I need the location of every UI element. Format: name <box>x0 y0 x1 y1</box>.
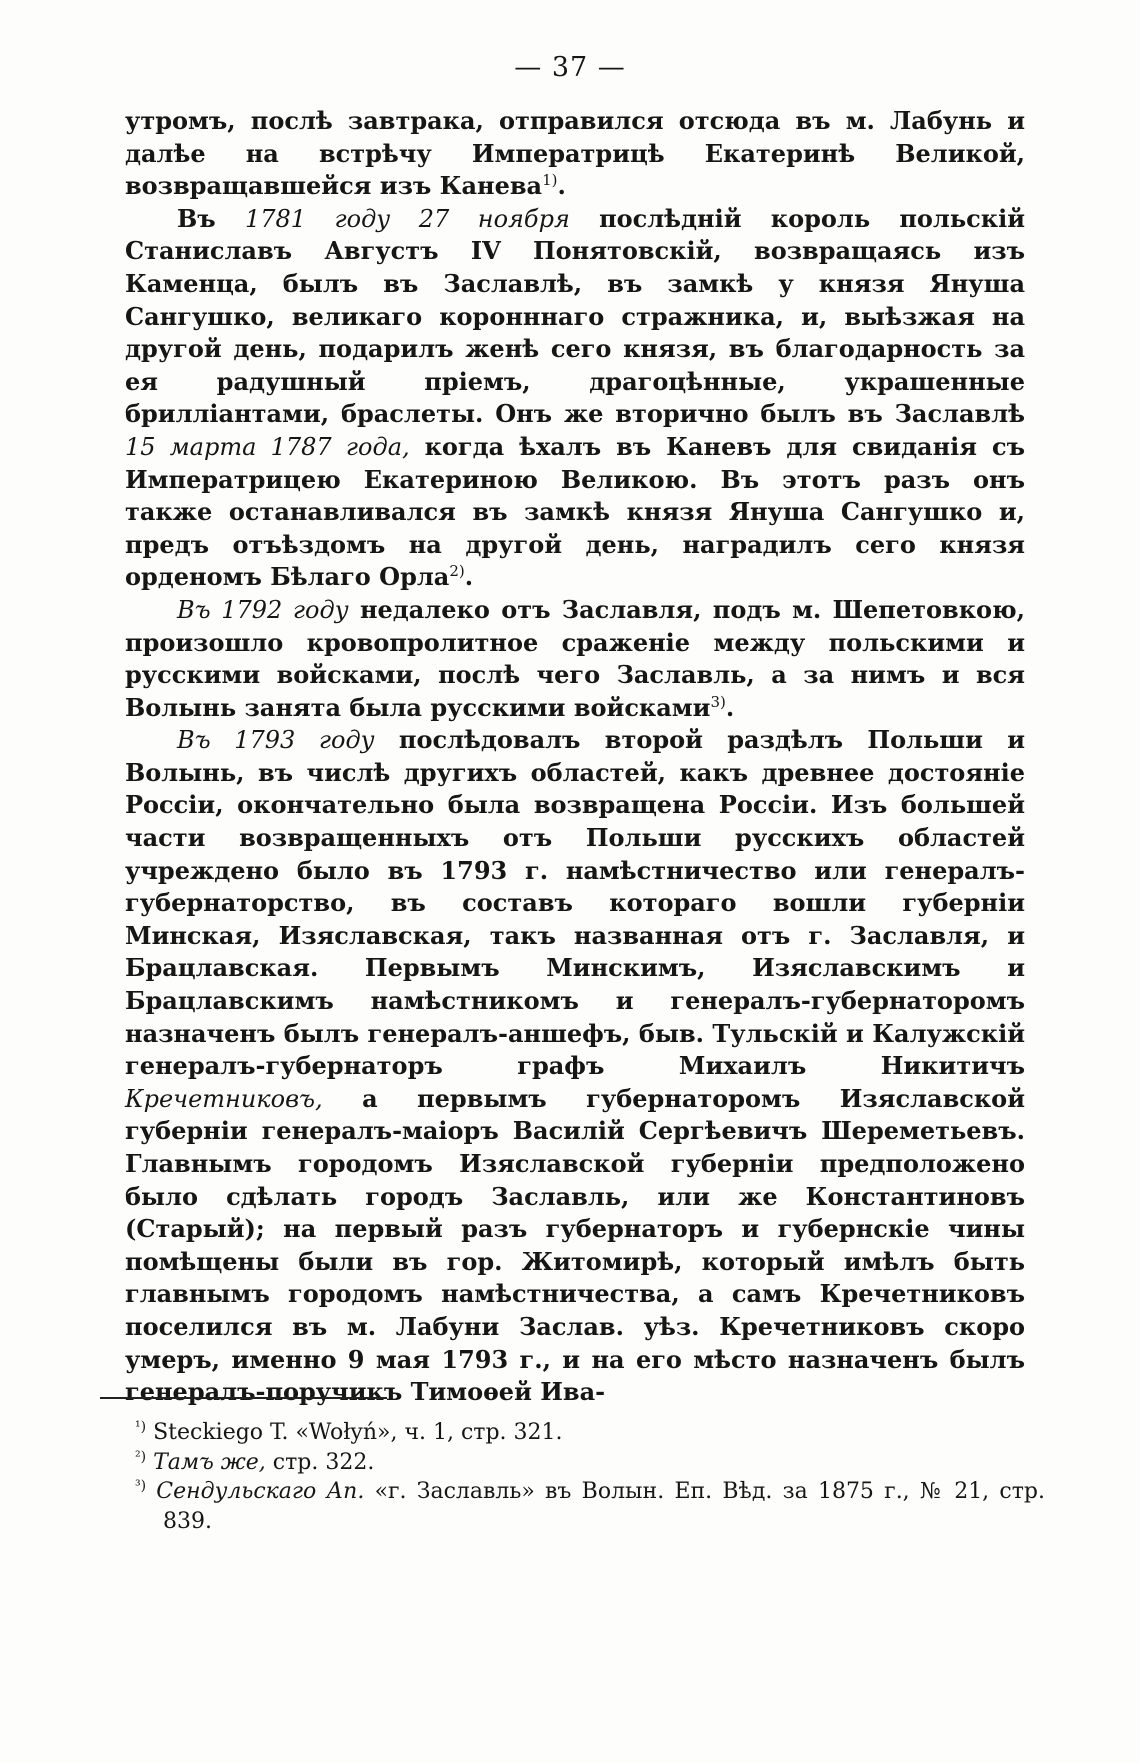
paragraph-text: утромъ, послѣ завтрака, отправился отсюда въ м. Лабунь и далѣе на встрѣчу Императрицѣ Екатеринѣ Великой, возвращавшейся изъ Канева <box>125 106 1025 201</box>
punctuation: . <box>557 171 566 201</box>
page-number: — 37 — <box>514 52 626 83</box>
footnote-source: Сендульскаго Ап. <box>146 1479 365 1504</box>
footnote-mark: ¹) <box>135 1419 147 1435</box>
date-1781: 1781 году 27 ноября <box>244 204 570 233</box>
date-1792: Въ 1792 году <box>177 595 349 624</box>
footnote-source: Тамъ же, <box>146 1449 266 1475</box>
paragraph-text: послѣдовалъ второй раздѣлъ Польши и Волынь, въ числѣ другихъ областей, какъ древнее достояніе Россіи, окончательно была возвращена Россіи. Изъ большей части возвращенныхъ отъ Польши русскихъ областей учреждено было въ 1793 г. намѣстничество или генералъ-губернаторство, въ составъ котораго вошли губерніи Минская, Изяславская, такъ названная отъ г. Заславля, и Брацлавская. Первымъ Минскимъ, Изяславскимъ и Брацлавскимъ намѣстникомъ и генералъ-губернаторомъ назначенъ былъ генералъ-аншефъ, быв. Тульскій и Калужскій генералъ-губернаторъ графъ Михаилъ Никитичъ <box>125 725 1025 1081</box>
footnote-ref-1: 1) <box>542 171 558 190</box>
footnote-mark: ³) <box>135 1478 147 1494</box>
punctuation: . <box>725 692 735 722</box>
punctuation: . <box>464 562 474 592</box>
footnote-1 <box>95 1418 1045 1448</box>
footnote-ref-3: 3) <box>710 692 726 711</box>
footnotes <box>95 1418 1045 1536</box>
paragraph-1 <box>125 105 1025 203</box>
main-text <box>125 105 1025 1409</box>
paragraph-4 <box>125 724 1025 1408</box>
footnote-ref-2: 2) <box>449 562 465 581</box>
footnote-divider <box>100 1397 387 1399</box>
paragraph-lead: Въ <box>177 203 245 233</box>
paragraph-text: а первымъ губернаторомъ Изяславской губерніи генералъ-маіоръ Василій Сергѣевичъ Шереметьевъ. Главнымъ городомъ Изяславской губерніи предположено было сдѣлать городъ Заславль, или же Константиновъ (Старый); на первый разъ губернаторъ и губернскіе чины помѣщены были въ гор. Житомирѣ, который имѣлъ быть главнымъ городомъ намѣстничества, а самъ Кречетниковъ поселился въ м. Лабуни Заслав. уѣз. Кречетниковъ скоро умеръ, именно 9 мая 1793 г., и на его мѣсто назначенъ былъ генералъ-поручикъ Тимоѳей Ива- <box>125 1083 1025 1407</box>
date-1793: Въ 1793 году <box>177 726 375 755</box>
footnote-text: «г. Заславль» въ Волын. Еп. Вѣд. за 1875 г., № 21, стр. 839. <box>163 1479 1045 1534</box>
paragraph-text: послѣдній король польскій Станиславъ Августъ IV Понятовскій, возвращаясь изъ Каменца, былъ въ Заславлѣ, въ замкѣ у князя Януша Сангушко, великаго коронннаго стражника, и, выѣзжая на другой день, подарилъ женѣ сего князя, въ благодарность за ея радушный пріемъ, драгоцѣнные, украшенные бриллiантами, браслеты. Онъ же вторично былъ въ Заславлѣ <box>125 203 1025 429</box>
footnote-text: Steckiego T. «Wołyń», ч. 1, стр. 321. <box>146 1420 563 1445</box>
footnote-3 <box>95 1477 1045 1536</box>
paragraph-text: когда ѣхалъ въ Каневъ для свиданія съ Императрицею Екатериною Великою. Въ этотъ разъ онъ также останавливался въ замкѣ князя Януша Сангушко и, предъ отъѣздомъ на другой день, наградилъ сего князя орденомъ Бѣлаго Орла <box>125 431 1025 592</box>
paragraph-text: недалеко отъ Заславля, подъ м. Шепетовкою, произошло кровопролитное сраженіе между польскими и русскими войсками, послѣ чего Заславль, а за нимъ и вся Волынь занята была русскими войсками <box>125 594 1025 722</box>
date-1787: 15 марта 1787 года, <box>125 432 410 461</box>
footnote-2 <box>95 1448 1045 1478</box>
footnote-mark: ²) <box>135 1448 147 1465</box>
footnote-text: стр. 322. <box>265 1449 375 1475</box>
paragraph-2 <box>125 203 1025 594</box>
name-krechetnikov: Кречетниковъ, <box>125 1084 323 1113</box>
paragraph-3 <box>125 594 1025 724</box>
